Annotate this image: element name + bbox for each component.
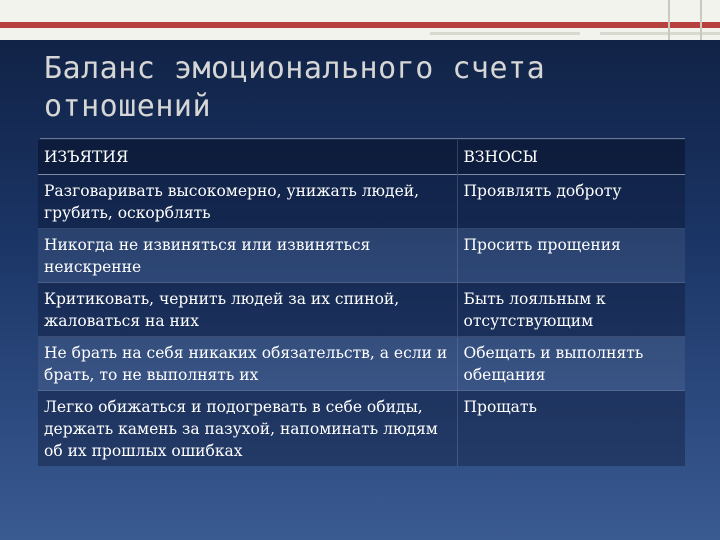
accent-stripe — [0, 22, 720, 28]
header-deposits: ВЗНОСЫ — [457, 140, 685, 175]
deposit-cell: Прощать — [457, 391, 685, 467]
decorative-line — [668, 0, 670, 40]
decorative-line — [700, 0, 702, 40]
withdrawal-cell: Разговаривать высокомерно, унижать людей, грубить, оскорблять — [44, 182, 420, 222]
deposit-cell: Обещать и выполнять обещания — [457, 337, 685, 391]
deposit-cell: Просить прощения — [457, 229, 685, 283]
table-row — [38, 229, 685, 283]
withdrawal-cell: Критиковать, чернить людей за их спиной, жаловаться на них — [44, 290, 400, 330]
withdrawal-cell: Легко обижаться и подогревать в себе обиды, держать камень за пазухой, напоминать людям об их прошлых ошибках — [44, 398, 438, 460]
table-header-row — [38, 140, 685, 175]
table-row — [38, 283, 685, 337]
table-row — [38, 175, 685, 229]
deposit-cell: Проявлять доброту — [457, 175, 685, 229]
light-stripe — [600, 32, 720, 35]
header-withdrawals: ИЗЪЯТИЯ — [44, 148, 129, 166]
table-row — [38, 391, 685, 467]
withdrawal-cell: Не брать на себя никаких обязательств, а если и брать, то не выполнять их — [44, 344, 448, 384]
decorative-top-band — [0, 0, 720, 40]
balance-table — [38, 140, 685, 466]
deposit-cell: Быть лояльным к отсутствующим — [457, 283, 685, 337]
title-divider — [40, 138, 685, 139]
slide-title: Баланс эмоционального счета отношений — [44, 51, 546, 124]
light-stripe — [430, 32, 580, 35]
table-row — [38, 337, 685, 391]
withdrawal-cell: Никогда не извиняться или извиняться неискренне — [44, 236, 371, 276]
